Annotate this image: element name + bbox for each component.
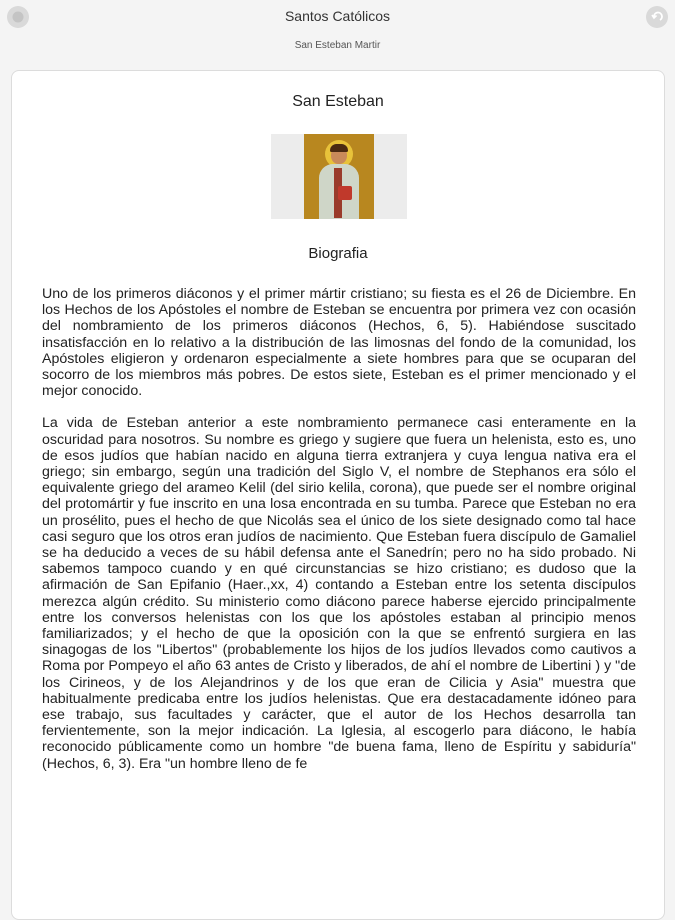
section-heading: Biografia — [308, 245, 368, 262]
saint-book — [338, 186, 352, 200]
back-arrow-glyph — [650, 10, 664, 24]
biography-paragraph: La vida de Esteban anterior a este nombramiento permanece casi enteramente en la oscuridad para nosotros. Su nombre es griego y sugiere que fuera un helenista, esto es, uno de esos judíos que habían nacido en alguna tierra extranjera y cuya lengua nativa era el griego; sin embargo, según una tradición del Siglo V, el nombre de Stephanos era sólo el equivalente griego del arameo Kelil (del sirio kelila, corona), que puede ser el nombre original del protomártir y fue inscrito en una losa encontrada en su tumba. Parece que Esteban no era un prosélito, pues el hecho de que Nicolás sea el único de los siete designado como tal hace casi seguro que los otros eran judíos de nacimiento. Que Esteban fuera discípulo de Gamaliel se ha deducido a veces de su hábil defensa ante el Sanedrín; pero no ha sido probado. Ni sabemos tampoco cuando y en qué circunstancias se hizo cristiano; es dudoso que la afirmación de San Epifanio (Haer.,xx, 4) contando a Esteban entre los setenta discípulos merezca algún crédito. Su ministerio como diácono parece haberse ejercido principalmente entre los conversos helenistas con los que los apóstoles estaban al principio menos familiarizados; y el hecho de que la oposición con la que se enfrentó surgiera en las sinagogas de los "Libertos" (probablemente los hijos de los judíos llevados como cautivos a Roma por Pompeyo el año 63 antes de Cristo y liberados, de ahí el nombre de Libertini ) y "de los Cirineos, y de los Alejandrinos y de los que eran de Cilicia y Asia" muestra que habitualmente predicaba entre los judíos helenistas. Que era destacadamente idóneo para ese trabajo, sus facultades y carácter, que el autor de los Hechos desarrolla tan fervientemente, son la mejor indicación. La Iglesia, al escogerlo para diácono, le había reconocido públicamente como un hombre "de buena fama, lleno de Espíritu y sabiduría"(Hechos, 6, 3). Era "un hombre lleno de fe — [42, 415, 636, 772]
saint-icon-image — [271, 134, 407, 219]
icon-frame — [304, 134, 374, 219]
back-arrow-icon[interactable] — [646, 6, 668, 28]
page-subtitle: San Esteban Martir — [294, 40, 381, 51]
biography-text — [42, 286, 636, 788]
top-bar — [0, 0, 675, 64]
app-title: Santos Católicos — [284, 8, 391, 24]
biography-paragraph: Uno de los primeros diáconos y el primer mártir cristiano; su fiesta es el 26 de Diciembre. En los Hechos de los Apóstoles el nombre de Esteban se encuentra por primera vez con ocasión del nombramiento de los primeros diáconos (Hechos, 6, 5). Habiéndose suscitado insatisfacción en lo relativo a la distribución de las limosnas del fondo de la comunidad, los Apóstoles eligieron y ordenaron especialmente a siete hombres para que se ocuparan del socorro de los miembros más pobres. De estos siete, Esteban es el primer mencionado y el mejor conocido. — [42, 286, 636, 400]
content-card — [11, 70, 665, 920]
saint-hair — [330, 144, 348, 152]
saint-name: San Esteban — [292, 93, 384, 110]
